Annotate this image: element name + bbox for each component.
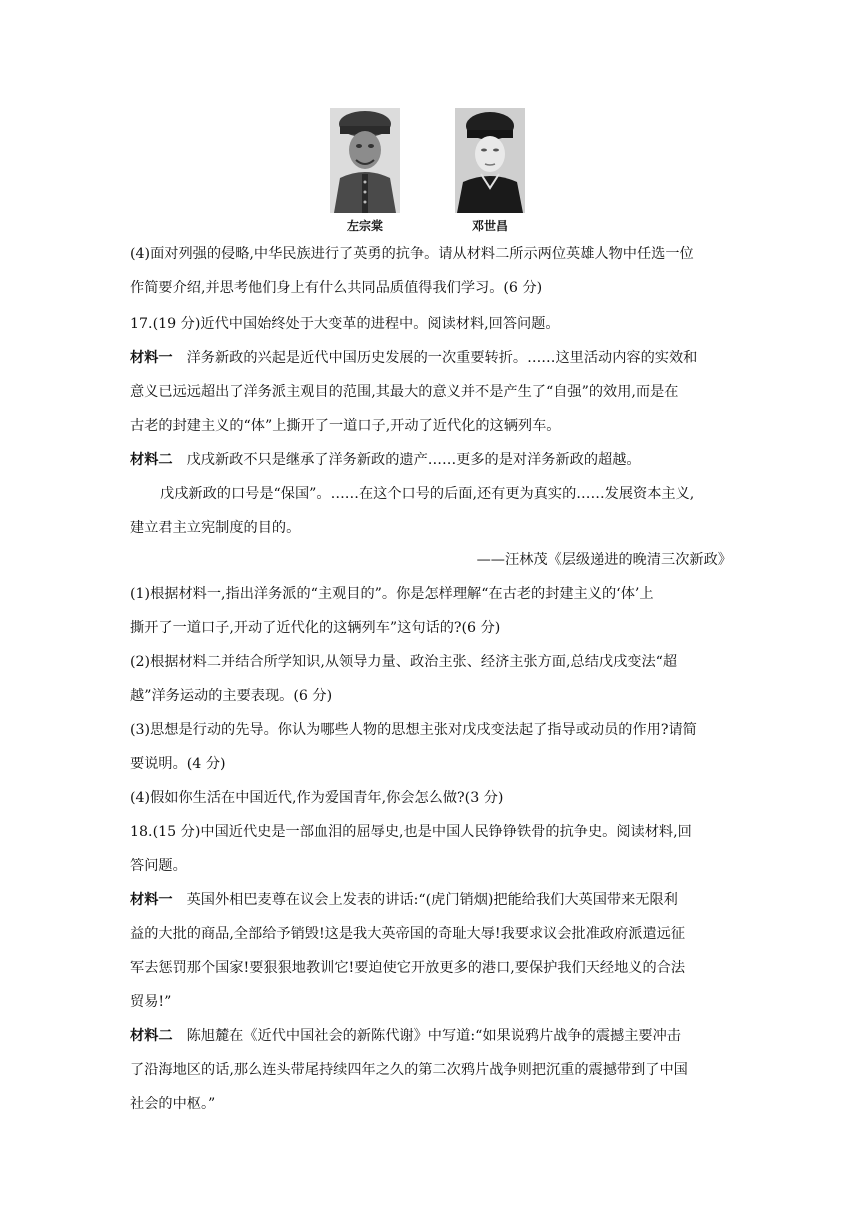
- q17-material-2-source: ——汪林茂《层级递进的晚清三次新政》: [476, 552, 732, 568]
- q18-material-2-line-1: [130, 1026, 732, 1046]
- question-18-heading-line-2: 答问题。: [130, 858, 187, 874]
- portrait-caption-left: 左宗棠: [346, 219, 383, 233]
- q17-sub-1-line-2: 撕开了一道口子,开动了近代化的这辆列车”这句话的?(6 分): [130, 620, 501, 636]
- q17-sub-2-line-2: 越”洋务运动的主要表现。(6 分): [130, 688, 333, 704]
- q17-material-1-text: 洋务新政的兴起是近代中国历史发展的一次重要转折。……这里活动内容的实效和: [186, 350, 698, 366]
- question-16-4-line-2: 作简要介绍,并思考他们身上有什么共同品质值得我们学习。(6 分): [130, 280, 543, 296]
- q17-sub-1-line-1: (1)根据材料一,指出洋务派的“主观目的”。你是怎样理解“在古老的封建主义的‘体’上: [130, 586, 654, 602]
- portrait-deng-shichang-image: [455, 108, 525, 213]
- question-16-4-line-1: (4)面对列强的侵略,中华民族进行了英勇的抗争。请从材料二所示两位英雄人物中任选一位: [130, 246, 694, 262]
- q17-material-2-line-3: 建立君主立宪制度的目的。: [130, 520, 301, 536]
- q17-material-2-line-1: [130, 450, 732, 470]
- q18-material-1-label: 材料一: [130, 892, 173, 908]
- question-18-heading-line-1: 18.(15 分)中国近代史是一部血泪的屈辱史,也是中国人民铮铮铁骨的抗争史。阅读材料,回: [130, 824, 692, 840]
- q17-sub-3-line-1: (3)思想是行动的先导。你认为哪些人物的思想主张对戊戌变法起了指导或动员的作用?请简: [130, 722, 697, 738]
- q18-material-1-line-2: 益的大批的商品,全部给予销毁!这是我大英帝国的奇耻大辱!我要求议会批准政府派遣远征: [130, 926, 686, 942]
- q17-material-2-label: 材料二: [130, 452, 173, 468]
- q18-material-1-line-4: 贸易!”: [130, 994, 172, 1010]
- question-17-heading: 17.(19 分)近代中国始终处于大变革的进程中。阅读材料,回答问题。: [130, 316, 560, 332]
- q18-material-2-line-3: 社会的中枢。”: [130, 1096, 216, 1112]
- portrait-zuo-zongtang: [330, 108, 400, 236]
- portrait-deng-shichang: [455, 108, 525, 236]
- q17-material-1-line-2: 意义已远远超出了洋务派主观目的范围,其最大的意义并不是产生了“自强”的效用,而是在: [130, 384, 679, 400]
- q17-sub-2-line-1: (2)根据材料二并结合所学知识,从领导力量、政治主张、经济主张方面,总结戊戌变法“超: [130, 654, 678, 670]
- q18-material-2-label: 材料二: [130, 1028, 173, 1044]
- q17-material-1-line-1: [130, 348, 732, 368]
- q17-material-1-line-3: 古老的封建主义的“体”上撕开了一道口子,开动了近代化的这辆列车。: [130, 418, 561, 434]
- q17-material-1-label: 材料一: [130, 350, 173, 366]
- q17-material-2-line-2: 戊戌新政的口号是“保国”。……在这个口号的后面,还有更为真实的……发展资本主义,: [160, 486, 695, 502]
- q17-sub-4: (4)假如你生活在中国近代,作为爱国青年,你会怎么做?(3 分): [130, 790, 504, 806]
- portrait-zuo-zongtang-image: [330, 108, 400, 213]
- q18-material-1-line-3: 军去惩罚那个国家!要狠狠地教训它!要迫使它开放更多的港口,要保护我们天经地义的合法: [130, 960, 686, 976]
- q18-material-2-line-2: 了沿海地区的话,那么连头带尾持续四年之久的第二次鸦片战争则把沉重的震撼带到了中国: [130, 1062, 688, 1078]
- q18-material-1-line-1: [130, 890, 732, 910]
- portrait-figures: [330, 108, 530, 236]
- q17-material-2-text: 戊戌新政不只是继承了洋务新政的遗产……更多的是对洋务新政的超越。: [186, 452, 641, 468]
- q18-material-2-text: 陈旭麓在《近代中国社会的新陈代谢》中写道:“如果说鸦片战争的震撼主要冲击: [186, 1028, 681, 1044]
- portrait-caption-right: 邓世昌: [471, 219, 508, 233]
- q18-material-1-text: 英国外相巴麦尊在议会上发表的讲话:“(虎门销烟)把能给我们大英国带来无限利: [186, 892, 678, 908]
- q17-sub-3-line-2: 要说明。(4 分): [130, 756, 226, 772]
